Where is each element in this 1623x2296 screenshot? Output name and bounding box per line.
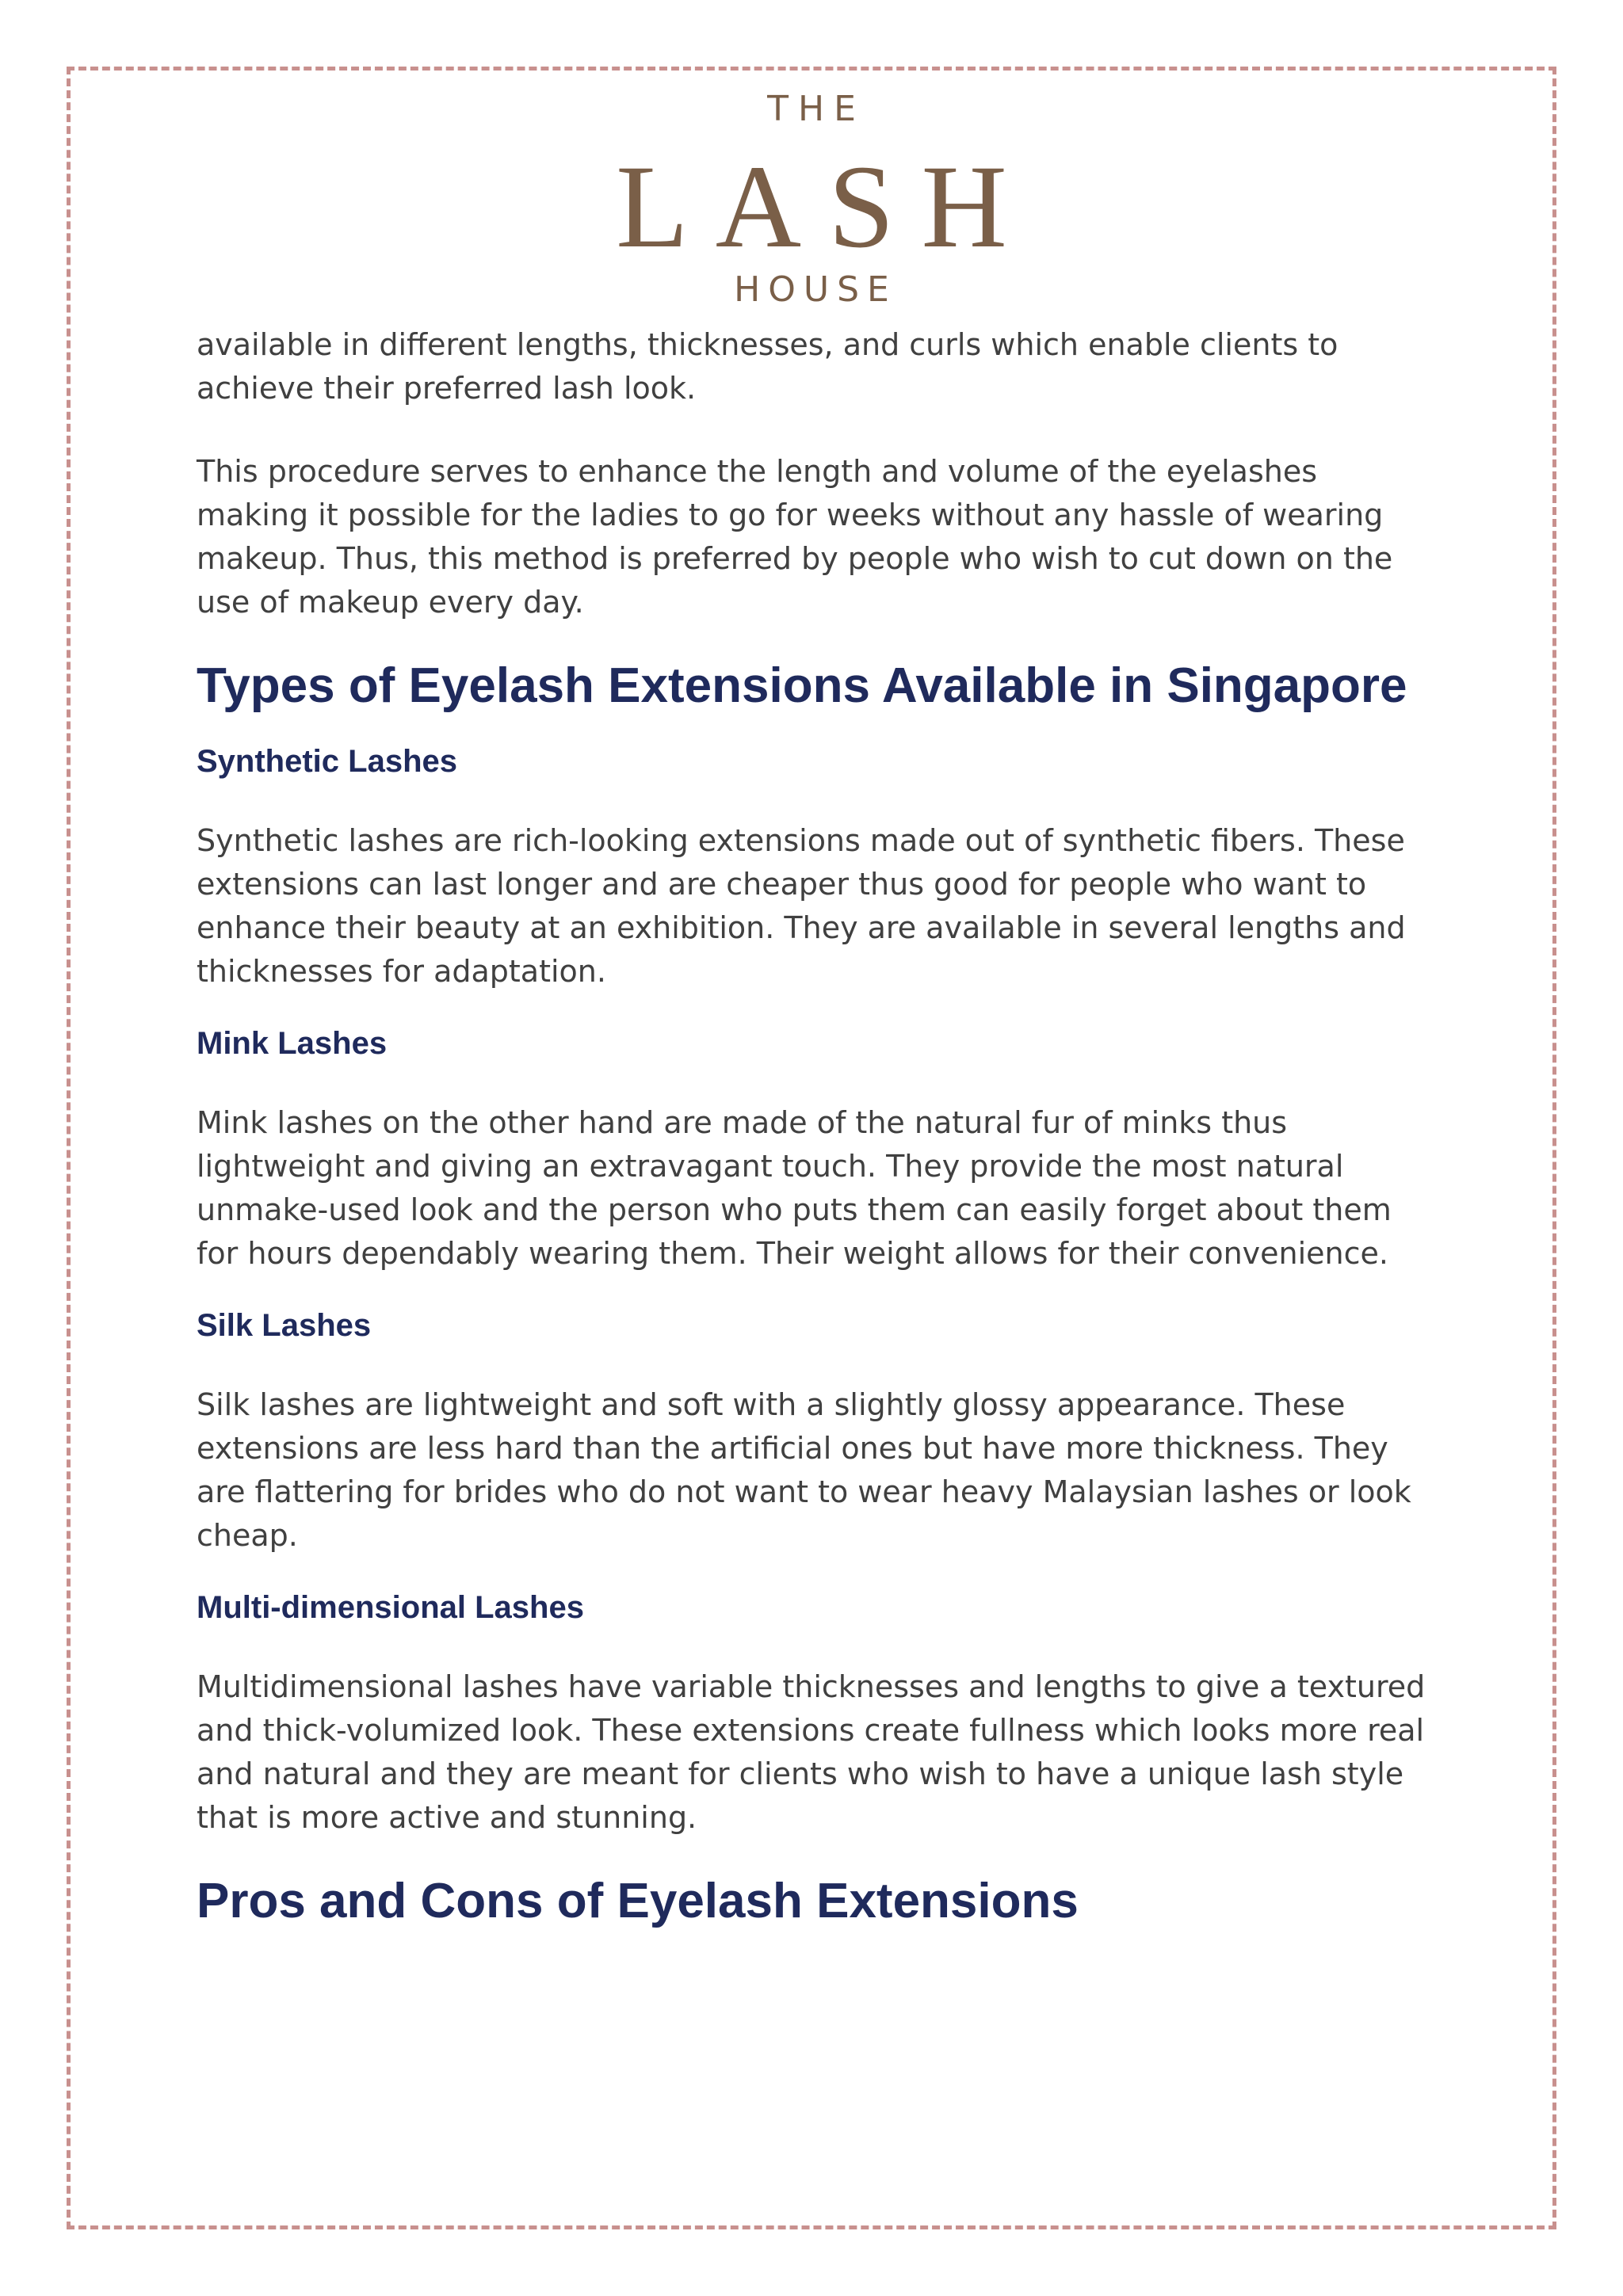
intro-paragraph-2: This procedure serves to enhance the length and volume of the eyelashes making it possible for the ladies to go for weeks without any hassle of wearing makeup. Thus, this method is preferred by people who wish to cut down on the use of makeup every day.: [197, 454, 1393, 620]
types-heading: Types of Eyelash Extensions Available in Singapore: [197, 658, 1407, 713]
logo-main-text: LASH: [616, 141, 1034, 273]
synthetic-lashes-paragraph: Synthetic lashes are rich-looking extensions made out of synthetic fibers. These extensions can last longer and are cheaper thus good for people who want to enhance their beauty at an exhibition. They are available in several lengths and thicknesses for adaptation.: [197, 823, 1406, 989]
mink-lashes-paragraph: Mink lashes on the other hand are made of the natural fur of minks thus lightweight and giving an extravagant touch. They provide the most natural unmake-used look and the person who puts them can easily forget about them for hours dependably wearing them. Their weight allows for their convenience.: [197, 1105, 1392, 1271]
document-body: [197, 323, 1433, 1933]
logo-bottom-text: HOUSE: [734, 269, 897, 310]
intro-paragraph-1: available in different lengths, thicknesses, and curls which enable clients to achieve their preferred lash look.: [197, 327, 1338, 406]
silk-lashes-heading: Silk Lashes: [197, 1308, 372, 1343]
brand-logo: [0, 86, 1623, 311]
multi-dimensional-lashes-heading: Multi-dimensional Lashes: [197, 1590, 584, 1625]
silk-lashes-paragraph: Silk lashes are lightweight and soft with a slightly glossy appearance. These extensions are less hard than the artificial ones but have more thickness. They are flattering for brides who do not want to wear heavy Malaysian lashes or look cheap.: [197, 1387, 1411, 1553]
synthetic-lashes-heading: Synthetic Lashes: [197, 744, 458, 779]
logo-top-text: THE: [767, 89, 865, 129]
mink-lashes-heading: Mink Lashes: [197, 1026, 388, 1061]
pros-cons-heading: Pros and Cons of Eyelash Extensions: [197, 1874, 1079, 1928]
multi-dimensional-lashes-paragraph: Multidimensional lashes have variable thicknesses and lengths to give a textured and thick-volumized look. These extensions create fullness which looks more real and natural and they are meant for clients who wish to have a unique lash style that is more active and stunning.: [197, 1669, 1426, 1835]
